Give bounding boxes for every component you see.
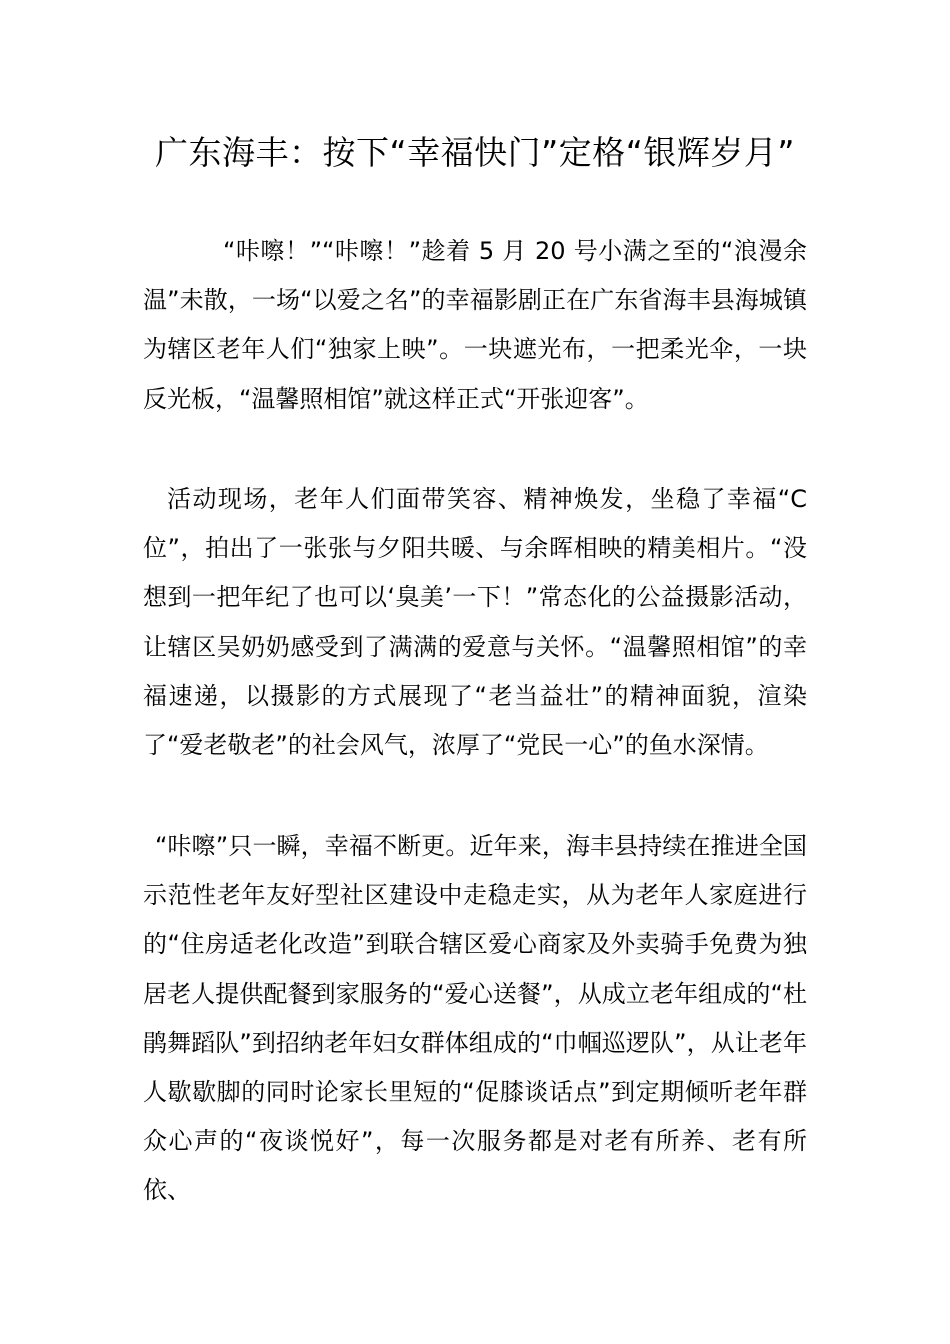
paragraph-2: 活动现场，老年人们面带笑容、精神焕发，坐稳了幸福“C 位”，拍出了一张张与夕阳共暖、与余晖相映的精美相片。“没想到一把年纪了也可以‘臭美’一下！”常态化的公益摄影活动，让辖区吴奶奶感受到了满满的爱意与关怀。“温馨照相馆”的幸福速递，以摄影的方式展现了“老当益壮”的精神面貌，渲染了“爱老敬老”的社会风气，浓厚了“党民一心”的鱼水深情。 — [143, 485, 807, 760]
paragraph-3: “咔嚓”只一瞬，幸福不断更。近年来，海丰县持续在推进全国示范性老年友好型社区建设中走稳走实，从为老年人家庭进行的“住房适老化改造”到联合辖区爱心商家及外卖骑手免费为独居老人提供配餐到家服务的“爱心送餐”，从成立老年组成的“杜鹃舞蹈队”到招纳老年妇女群体组成的“巾帼巡逻队”，从让老年人歇歇脚的同时论家长里短的“促膝谈话点”到定期倾听老年群众心声的“夜谈悦好”，每一次服务都是对老有所养、老有所依、 — [143, 832, 807, 1205]
paragraph-1: “咔嚓！”“咔嚓！”趁着 5 月 20 号小满之至的“浪漫余温”未散，一场“以爱之名”的幸福影剧正在广东省海丰县海城镇为辖区老年人们“独家上映”。一块遮光布，一把柔光伞，一块反光板，“温馨照相馆”就这样正式“开张迎客”。 — [143, 237, 807, 413]
document-title: 广东海丰：按下“幸福快门”定格“银辉岁月” — [155, 133, 795, 172]
